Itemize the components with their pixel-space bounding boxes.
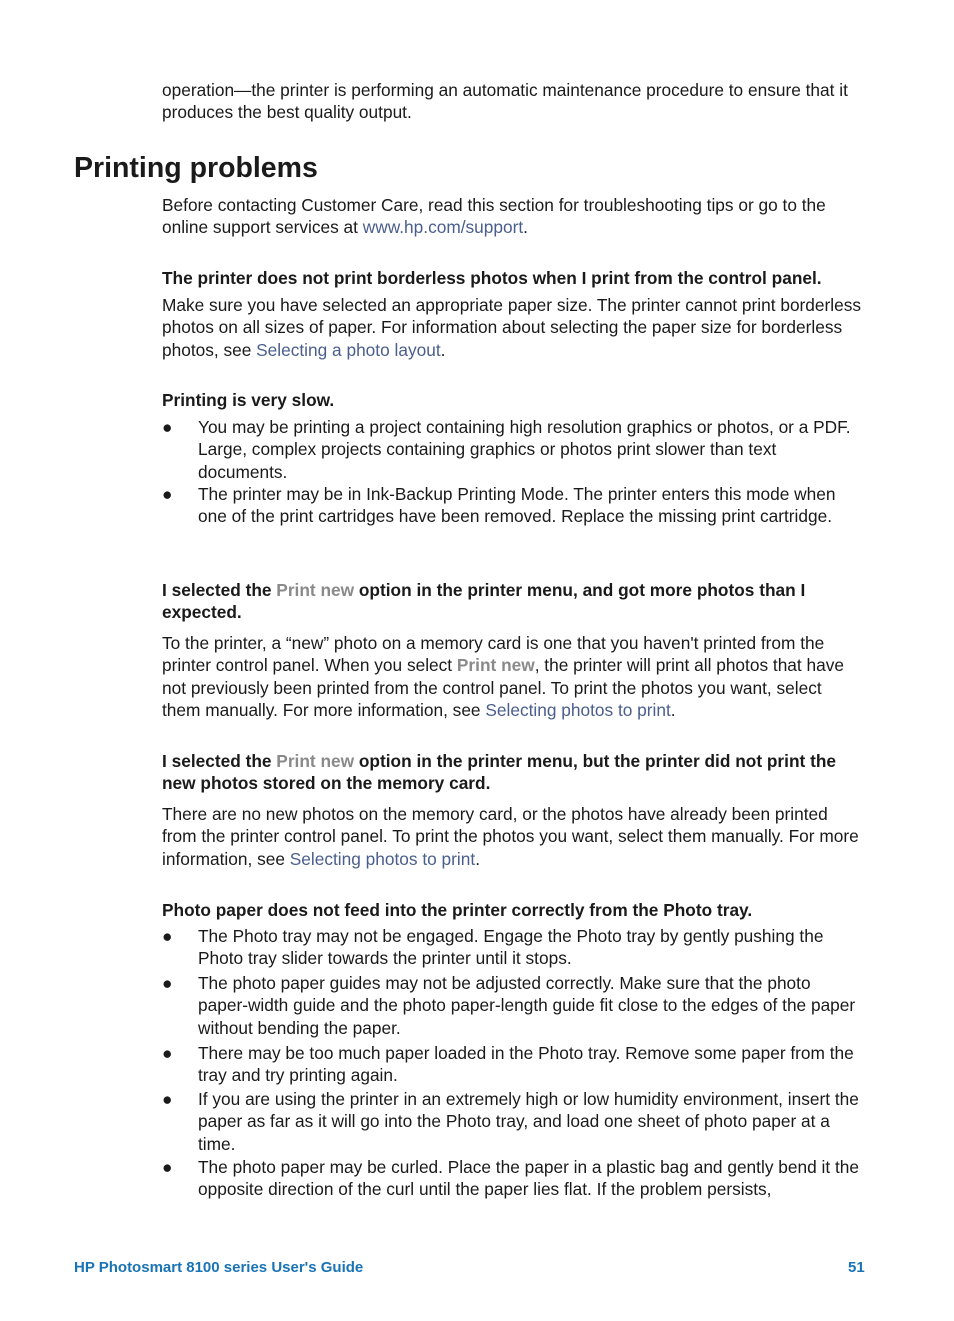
section-body-print-new-none: There are no new photos on the memory card, or the photos have already been printed from the printer control panel. To print the photos you want, select them manually. For more information, see Selecting photos to print. [162, 804, 859, 869]
lead-text: Before contacting Customer Care, read this section for troubleshooting tips or go to the online support services at [162, 195, 826, 238]
bullet-icon: ● [162, 484, 173, 504]
selecting-photos-link[interactable]: Selecting photos to print [485, 700, 671, 721]
print-new-menu-item: Print new [456, 655, 535, 676]
section-heading-print-new-none: I selected the Print new option in the printer menu, but the printer did not print the new photos stored on the memory card. [162, 751, 836, 794]
lead-paragraph: Before contacting Customer Care, read this section for troubleshooting tips or go to the online support services at www.hp.com/support. [162, 195, 826, 238]
bullet-icon: ● [162, 1157, 173, 1177]
section-heading-print-new-more: I selected the Print new option in the printer menu, and got more photos than I expected. [162, 580, 806, 623]
section-heading-borderless: The printer does not print borderless photos when I print from the control panel. [162, 268, 822, 288]
print-new-menu-item: Print new [276, 751, 355, 771]
footer-page-number: 51 [848, 1259, 865, 1276]
section-body-borderless: Make sure you have selected an appropriate paper size. The printer cannot print borderless photos on all sizes of paper. For information about selecting the paper size for borderless photos, see Selecting a photo layout. [162, 295, 862, 360]
page-title: Printing problems [74, 152, 318, 184]
photo-layout-link[interactable]: Selecting a photo layout [256, 339, 441, 360]
bullet-icon: ● [162, 1043, 173, 1063]
section-body-print-new-more: To the printer, a “new” photo on a memory card is one that you haven't printed from the printer control panel. When you select Print new, the printer will print all photos that have not previously been printed from the control panel. To print the photos you want, select them manually. For more information, see Selecting photos to print. [162, 633, 844, 721]
print-new-menu-item: Print new [276, 580, 355, 600]
intro-text: operation—the printer is performing an automatic maintenance procedure to ensure that it produces the best quality output. [162, 80, 848, 123]
section-heading-photo-tray: Photo paper does not feed into the printer correctly from the Photo tray. [162, 900, 753, 920]
bullet-icon: ● [162, 926, 173, 946]
selecting-photos-link[interactable]: Selecting photos to print [289, 848, 476, 869]
bullet-icon: ● [162, 973, 173, 993]
intro-paragraph [162, 79, 862, 124]
section-heading-slow: Printing is very slow. [162, 390, 335, 410]
bullet-icon: ● [162, 417, 173, 437]
bullet-icon: ● [162, 1089, 173, 1109]
support-link[interactable]: www.hp.com/support [362, 217, 524, 238]
footer-guide-title: HP Photosmart 8100 series User's Guide [74, 1259, 364, 1276]
